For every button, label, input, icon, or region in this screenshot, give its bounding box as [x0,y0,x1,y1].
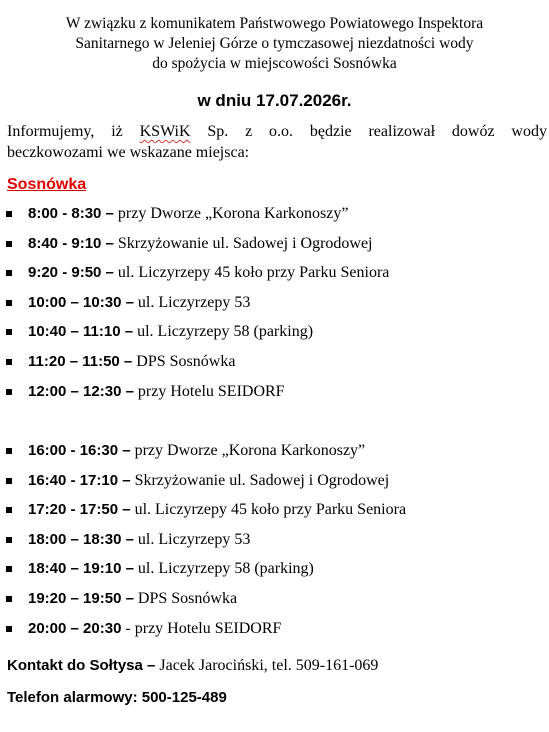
schedule-separator: – [101,205,114,222]
schedule-separator: – [121,530,134,548]
soltys-contact [7,656,378,676]
schedule-place: ul. Liczyrzepy 58 (parking) [133,560,314,578]
bullet-icon [6,241,12,247]
schedule-entry [28,441,365,461]
schedule-time: 18:40 – 19:10 [28,560,122,578]
schedule-time: 9:20 - 9:50 [28,264,102,282]
schedule-entry [28,500,406,520]
schedule-time: 16:00 - 16:30 [28,442,119,459]
bullet-icon [6,626,12,632]
intro-paragraph [6,14,543,74]
schedule-place: przy Dworze „Korona Karkonoszy” [130,442,366,459]
location-heading: Sosnówka [7,176,87,193]
schedule-time: 10:40 – 11:10 [28,323,121,341]
company-name: KSWiK [139,123,191,140]
bullet-icon [6,300,12,306]
schedule-entry [28,263,389,283]
schedule-separator: – [118,501,131,519]
schedule-place: Skrzyżowanie ul. Sadowej i Ogrodowej [130,471,390,489]
schedule-separator: – [119,352,133,370]
schedule-separator: – [121,589,134,607]
schedule-place: DPS Sosnówka [132,352,236,370]
intro-line: W związku z komunikatem Państwowego Powiatowego Inspektora [65,15,484,32]
schedule-place: ul. Liczyrzepy 45 koło przy Parku Seniora [113,264,390,282]
schedule-place: ul. Liczyrzepy 53 [133,530,251,548]
bullet-icon [6,478,12,484]
bullet-icon [6,537,12,543]
schedule-entry [28,293,250,313]
schedule-entry [28,382,285,402]
schedule-place: ul. Liczyrzepy 45 koło przy Parku Seniora [130,501,407,519]
alarm-phone [7,688,227,708]
schedule-time: 11:20 – 11:50 [28,352,120,370]
info-text: Informujemy, iż [7,123,140,140]
schedule-place: przy Dworze „Korona Karkonoszy” [113,205,349,222]
schedule-separator: – [120,323,134,341]
schedule-entry [28,589,237,609]
schedule-time: 17:20 - 17:50 [28,501,119,519]
bullet-icon [6,211,12,217]
bullet-icon [6,448,12,454]
bullet-icon [6,389,12,395]
info-text: Sp. z o.o. będzie realizował dowóz wody [190,123,547,140]
schedule-place: ul. Liczyrzepy 53 [133,293,251,311]
schedule-place: Skrzyżowanie ul. Sadowej i Ogrodowej [113,234,373,252]
bullet-icon [6,507,12,513]
bullet-icon [6,270,12,276]
info-line: beczkowozami we wskazane miejsca: [7,144,250,161]
schedule-time: 8:00 - 8:30 [28,205,102,222]
schedule-separator: – [101,234,114,252]
schedule-entry [28,322,313,342]
date-heading: w dniu 17.07.2026r. [197,91,352,110]
schedule-entry [28,352,235,372]
schedule-entry [28,471,389,491]
schedule-time: 20:00 – 20:30 [28,619,122,637]
schedule-entry [28,619,281,639]
schedule-separator: – [121,382,134,400]
schedule-entry [28,559,314,579]
bullet-icon [6,359,12,365]
schedule-time: 10:00 – 10:30 [28,293,122,311]
schedule-separator: – [118,471,131,489]
schedule-entry [28,204,348,224]
soltys-contact-value: Jacek Jarociński, tel. 509-161-069 [155,657,379,674]
schedule-time: 8:40 - 9:10 [28,234,102,252]
schedule-entry [28,234,373,254]
intro-line: do spożycia w miejscowości Sosnówka [152,55,397,72]
schedule-place: DPS Sosnówka [133,589,238,607]
bullet-icon [6,566,12,572]
schedule-time: 19:20 – 19:50 [28,589,122,607]
schedule-time: 12:00 – 12:30 [28,382,122,400]
schedule-separator: – [121,560,134,578]
soltys-contact-label: Kontakt do Sołtysa – [7,657,156,674]
info-line [7,121,547,142]
info-paragraph [7,121,547,163]
schedule-separator: – [101,264,114,282]
schedule-time: 18:00 – 18:30 [28,530,122,548]
schedule-place: przy Hotelu SEIDORF [133,382,285,400]
bullet-icon [6,329,12,335]
alarm-phone-label: Telefon alarmowy: 500-125-489 [7,689,227,706]
schedule-separator: – [118,442,131,459]
bullet-icon [6,596,12,602]
schedule-separator: – [121,293,134,311]
schedule-time: 16:40 - 17:10 [28,471,119,489]
schedule-place: ul. Liczyrzepy 58 (parking) [133,323,314,341]
schedule-place: - przy Hotelu SEIDORF [121,619,282,637]
schedule-entry [28,530,250,550]
intro-line: Sanitarnego w Jeleniej Górze o tymczasowej niezdatności wody [75,35,474,52]
